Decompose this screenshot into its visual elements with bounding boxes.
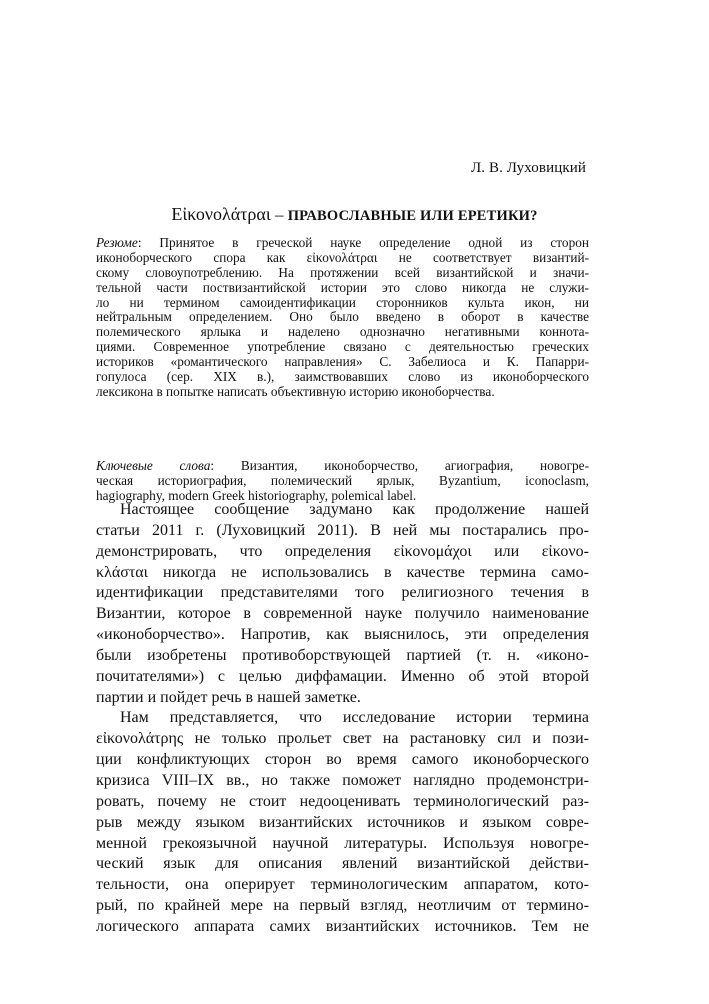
body-line: ческий язык для описания явлений византийской действи- bbox=[96, 855, 589, 873]
keywords bbox=[96, 459, 589, 504]
body-line: ровать, почему не стоит недооценивать терминологический раз- bbox=[96, 792, 589, 810]
keywords-line: ческая историография, полемический ярлык, Byzantium, iconoclasm, bbox=[96, 472, 589, 488]
body-line: тельности, она оперирует терминологическим аппаратом, кото- bbox=[96, 876, 589, 894]
body-line: Настоящее сообщение задумано как продолжение нашей bbox=[120, 501, 589, 518]
abstract-line: историков «романтического направления» С. Забелиоса и К. Папарри- bbox=[96, 354, 589, 370]
body-line: Нам представляется, что исследование истории термина bbox=[120, 709, 589, 727]
keywords-label: Ключевые слова bbox=[96, 458, 211, 473]
keywords-line-text: : Византия, иконоборчество, агиография, новогре- bbox=[210, 458, 590, 473]
abstract-label: Резюме bbox=[96, 235, 138, 250]
body-line: партии и пойдет речь в нашей заметке. bbox=[96, 688, 361, 706]
abstract-line: гопулоса (сер. XIX в.), заимствовавших слово из иконоборческого bbox=[96, 369, 589, 385]
abstract-line: лексикона в попытке написать объективную историю иконоборчества. bbox=[96, 383, 495, 399]
body-text bbox=[96, 500, 589, 938]
body-line: менной грекоязычной научной литературы. Используя новогре- bbox=[96, 834, 589, 852]
abstract-line-text: : Принятое в греческой науке определение одной из сторон bbox=[137, 235, 589, 250]
abstract-line: скому словоупотреблению. На протяжении всей византийской и значи- bbox=[96, 264, 589, 280]
body-line: идентификации представителями того религиозного течения в bbox=[96, 584, 589, 602]
body-line: рыв между языком византийских источников и языком совре- bbox=[96, 813, 589, 831]
body-line: логического аппарата самих византийских источников. Тем не bbox=[96, 917, 589, 935]
body-line: были изобретены противоборствующей партией (т. н. «иконо- bbox=[96, 646, 589, 664]
body-line: «иконоборчество». Напротив, как выяснилось, эти определения bbox=[96, 626, 589, 644]
abstract-line: тельной части поствизантийской истории это слово никогда не служи- bbox=[96, 279, 589, 295]
abstract-line: ло ни термином самоидентификации сторонников культа икон, ни bbox=[96, 294, 589, 310]
article-title bbox=[0, 203, 709, 227]
title-main: ПРАВОСЛАВНЫЕ ИЛИ ЕРЕТИКИ? bbox=[287, 208, 538, 224]
abstract-line: циями. Современное употребление связано с деятельностью греческих bbox=[96, 339, 589, 355]
body-line: ции конфликтующих сторон во время самого иконоборческого bbox=[96, 751, 589, 769]
abstract-line bbox=[96, 236, 589, 251]
keywords-line bbox=[96, 459, 589, 474]
abstract bbox=[96, 236, 589, 400]
author-name: Л. В. Луховицкий bbox=[471, 160, 586, 176]
body-line: εἰκονολάτρης не только прольет свет на растановку сил и пози- bbox=[96, 730, 589, 748]
body-line: статьи 2011 г. (Луховицкий 2011). В ней мы постарались про- bbox=[96, 521, 589, 539]
keywords-line: hagiography, modern Greek historiography, polemical label. bbox=[96, 487, 417, 503]
body-line: демонстрировать, что определения εἰκονομάχοι или εἰκονο- bbox=[96, 542, 589, 560]
abstract-line: полемического ярлыка и наделено однозначно негативными коннота- bbox=[96, 324, 589, 340]
body-line: почитателями») с целью диффамации. Именно об этой второй bbox=[96, 667, 589, 685]
abstract-line: иконоборческого спора как εἰκονολάτραι не соответствует византий- bbox=[96, 249, 589, 265]
body-line: рый, по крайней мере на первый взгляд, неотличим от термино- bbox=[96, 897, 589, 915]
abstract-line: нейтральным определением. Оно было введено в оборот в качестве bbox=[96, 309, 589, 325]
title-greek-term: Εἰκονολάτραι bbox=[171, 204, 271, 224]
body-line: κλάσται никогда не использовались в качестве термина само- bbox=[96, 563, 589, 581]
body-line: кризиса VIII–IX вв., но также поможет наглядно продемонстри- bbox=[96, 771, 589, 789]
body-line: Византии, которое в современной науке получило наименование bbox=[96, 605, 589, 623]
title-dash: – bbox=[274, 205, 284, 224]
